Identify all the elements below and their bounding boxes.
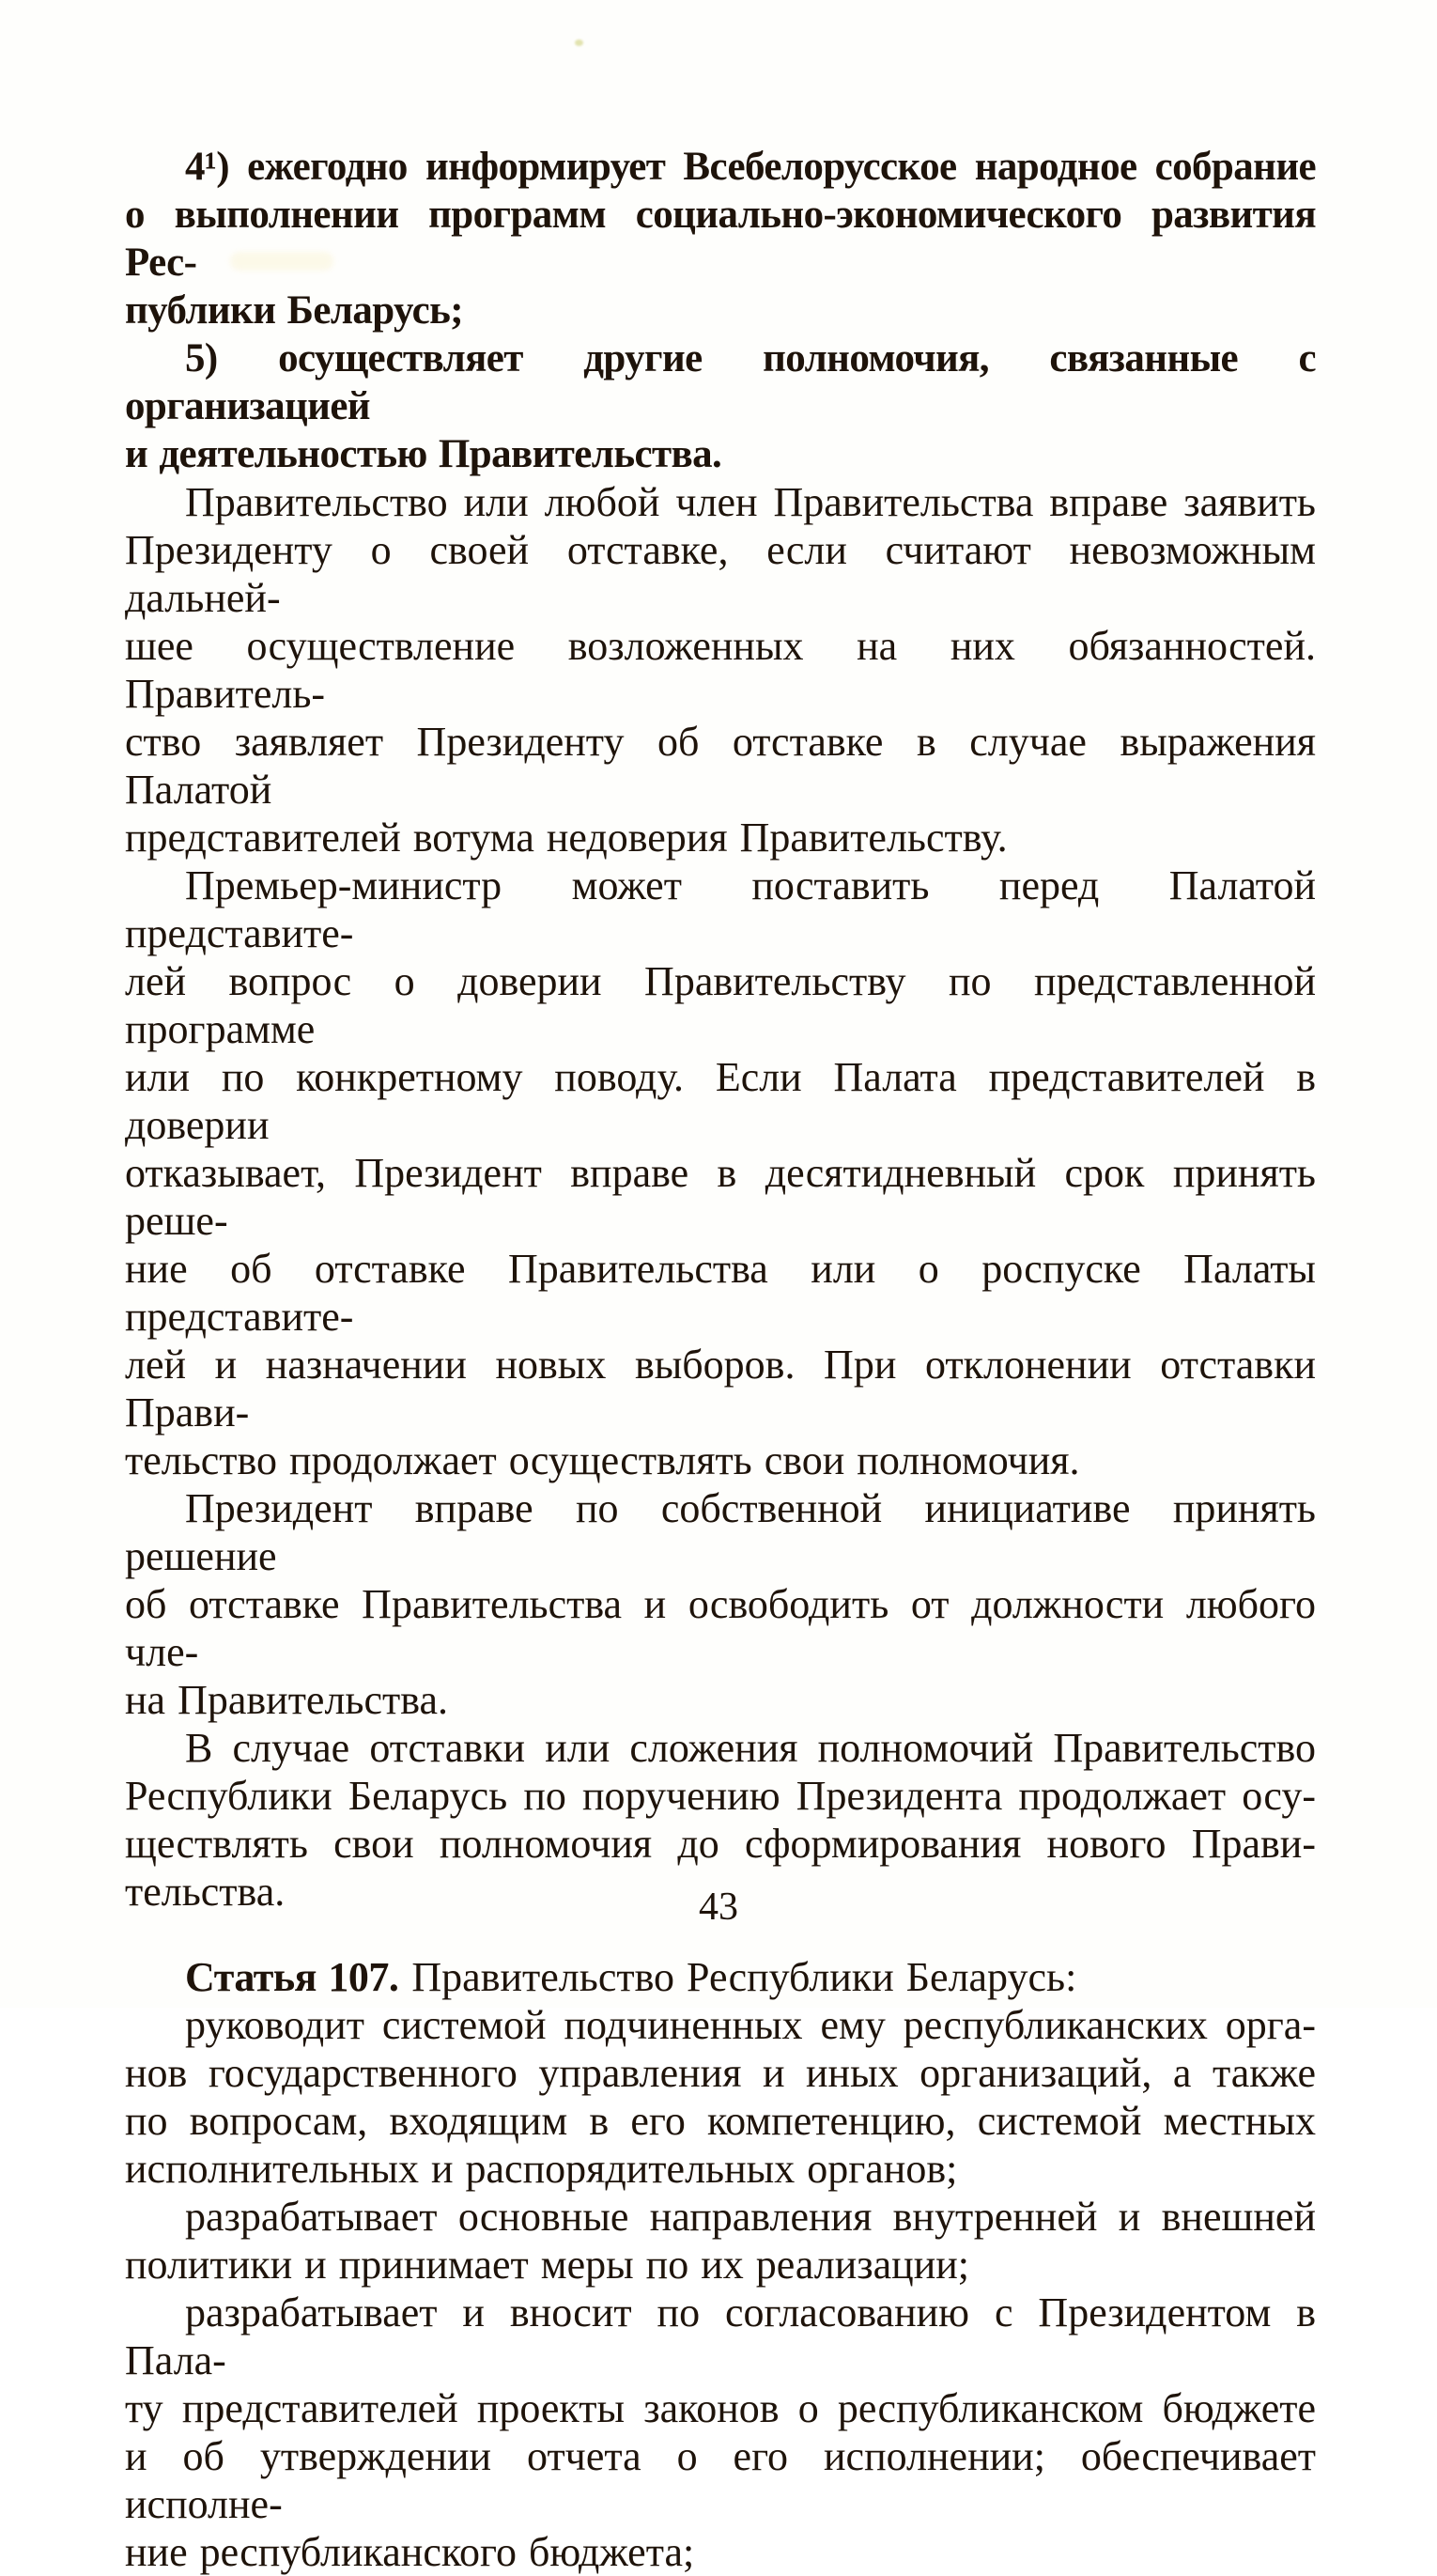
- paragraph: [125, 861, 1316, 1484]
- text-line: 5) осуществляет другие полномочия, связанные с организацией: [125, 336, 1316, 428]
- text-line: ту представителей проекты законов о республиканском бюджете: [125, 2385, 1316, 2431]
- text-line: Президенту о своей отставке, если считают невозможным дальней-: [125, 527, 1316, 621]
- text-line: шее осуществление возложенных на них обязанностей. Правитель-: [125, 623, 1316, 717]
- text-line: и об утверждении отчета о его исполнении; обеспечивает исполне-: [125, 2433, 1316, 2527]
- body-text-block: [125, 143, 1316, 2576]
- text-line: нов государственного управления и иных организаций, а также: [125, 2050, 1316, 2096]
- text-line: ние об отставке Правительства или о роспуске Палаты представите-: [125, 1246, 1316, 1340]
- paragraph: [125, 2001, 1316, 2193]
- article-heading-text: Правительство Республики Беларусь:: [411, 1954, 1077, 2000]
- text-line: тельство продолжает осуществлять свои полномочия.: [125, 1437, 1080, 1483]
- page-number: 43: [699, 1885, 738, 1929]
- text-line: Правительство или любой член Правительства вправе заявить: [185, 479, 1316, 525]
- text-line: Республики Беларусь по поручению Президента продолжает осу-: [125, 1773, 1316, 1819]
- text-line: отказывает, Президент вправе в десятидневный срок принять реше-: [125, 1150, 1316, 1244]
- text-line: публики Беларусь;: [125, 288, 463, 333]
- paragraph: [125, 478, 1316, 861]
- text-line: разрабатывает основные направления внутренней и внешней: [185, 2194, 1316, 2240]
- text-line: об отставке Правительства и освободить от должности любого чле-: [125, 1581, 1316, 1675]
- text-line: политики и принимает меры по их реализации;: [125, 2242, 970, 2288]
- scan-speck-artifact: [575, 39, 583, 46]
- text-line: исполнительных и распорядительных органов;: [125, 2146, 958, 2192]
- text-line: на Правительства.: [125, 1677, 448, 1723]
- text-line: лей и назначении новых выборов. При отклонении отставки Прави-: [125, 1342, 1316, 1435]
- article-heading: [125, 1953, 1316, 2001]
- text-line: руководит системой подчиненных ему республиканских орга-: [185, 2002, 1316, 2048]
- article-heading-number: Статья 107.: [185, 1954, 399, 2000]
- text-line: по вопросам, входящим в его компетенцию, системой местных: [125, 2098, 1316, 2144]
- paragraph: [125, 143, 1316, 334]
- text-line: и деятельностью Правительства.: [125, 432, 722, 476]
- text-line: 4¹) ежегодно информирует Всебелорусское народное собрание: [185, 145, 1316, 189]
- text-line: Президент вправе по собственной инициативе принять решение: [125, 1485, 1316, 1579]
- text-line: Премьер-министр может поставить перед Палатой представите-: [125, 862, 1316, 956]
- text-line: В случае отставки или сложения полномочий Правительство: [185, 1725, 1316, 1771]
- text-line: о выполнении программ социально-экономического развития Рес-: [125, 193, 1316, 285]
- text-line: тельства.: [125, 1869, 286, 1915]
- text-line: лей вопрос о доверии Правительству по представленной программе: [125, 958, 1316, 1052]
- text-line: ство заявляет Президенту об отставке в случае выражения Палатой: [125, 719, 1316, 813]
- paragraph: [125, 2193, 1316, 2289]
- text-line: ществлять свои полномочия до сформирования нового Прави-: [125, 1821, 1316, 1867]
- paragraph: [125, 2289, 1316, 2576]
- text-line: разрабатывает и вносит по согласованию с Президентом в Пала-: [125, 2289, 1316, 2383]
- paragraph: [125, 334, 1316, 478]
- text-line: ние республиканского бюджета;: [125, 2529, 695, 2575]
- paragraph: [125, 1484, 1316, 1724]
- text-line: представителей вотума недоверия Правительству.: [125, 815, 1008, 861]
- text-line: или по конкретному поводу. Если Палата представителей в доверии: [125, 1054, 1316, 1148]
